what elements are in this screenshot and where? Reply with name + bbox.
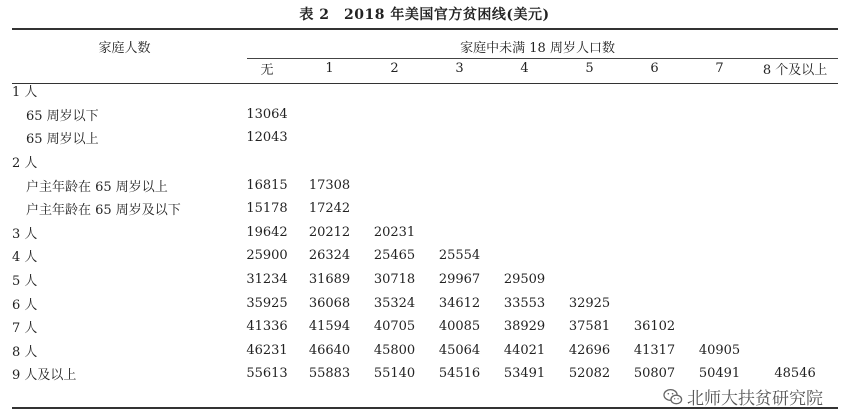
value-cell: 17242 (308, 201, 351, 217)
header-row-1 (12, 35, 838, 57)
family-size-header: 家庭人数 (98, 40, 151, 56)
table-row (12, 221, 838, 245)
value-cell (557, 221, 622, 245)
value-cell (557, 126, 622, 150)
value-cell (752, 126, 838, 150)
value-cell: 29509 (503, 272, 546, 288)
value-cell (557, 197, 622, 221)
value-cell: 42696 (568, 342, 611, 358)
value-cell: 31234 (246, 272, 288, 288)
value-cell (622, 221, 687, 245)
row-label: 6 人 (12, 297, 38, 313)
poverty-threshold-table (12, 35, 838, 386)
value-cell (427, 79, 492, 103)
value-cell (557, 79, 622, 103)
value-cell (492, 244, 557, 268)
row-label: 9 人及以上 (12, 368, 77, 384)
column-header: 7 (715, 60, 724, 76)
table-row (12, 103, 838, 127)
value-cell (622, 197, 687, 221)
value-cell (297, 79, 362, 103)
table-caption: 表 2 2018 年美国官方贫困线(美元) (299, 7, 550, 23)
value-cell: 36102 (633, 319, 676, 335)
table-row (12, 268, 838, 292)
value-cell (427, 221, 492, 245)
watermark (663, 384, 823, 409)
value-cell (687, 244, 752, 268)
value-cell: 32925 (568, 295, 611, 311)
value-cell (492, 79, 557, 103)
wechat-icon (663, 388, 683, 406)
value-cell: 54516 (438, 366, 481, 382)
value-cell: 50807 (633, 366, 676, 382)
value-cell: 40905 (698, 342, 741, 358)
value-cell (557, 268, 622, 292)
value-cell: 52082 (568, 366, 611, 382)
value-cell: 45064 (438, 342, 481, 358)
column-header: 1 (325, 60, 334, 76)
watermark-text: 北师大扶贫研究院 (687, 389, 823, 409)
value-cell (297, 103, 362, 127)
value-cell (687, 150, 752, 174)
value-cell: 41594 (308, 319, 351, 335)
value-cell (237, 150, 297, 174)
value-cell (557, 173, 622, 197)
value-cell: 41336 (246, 319, 288, 335)
column-header: 8 个及以上 (762, 62, 828, 78)
value-cell (362, 103, 427, 127)
value-cell: 16815 (246, 177, 288, 193)
value-cell (492, 173, 557, 197)
row-label: 65 周岁以下 (26, 108, 99, 124)
value-cell (622, 268, 687, 292)
column-header: 5 (585, 60, 594, 76)
table-row (12, 126, 838, 150)
value-cell: 29967 (438, 272, 481, 288)
value-cell (752, 244, 838, 268)
value-cell (752, 197, 838, 221)
value-cell: 25554 (438, 248, 481, 264)
value-cell (687, 126, 752, 150)
column-header: 6 (650, 60, 659, 76)
row-label: 65 周岁以上 (26, 132, 99, 148)
table-row (12, 362, 838, 386)
row-label: 2 人 (12, 156, 38, 172)
value-cell: 50491 (698, 366, 741, 382)
value-cell (237, 79, 297, 103)
value-cell: 17308 (308, 177, 351, 193)
value-cell (492, 150, 557, 174)
value-cell (297, 150, 362, 174)
value-cell: 53491 (503, 366, 546, 382)
value-cell: 12043 (246, 130, 288, 146)
value-cell (687, 197, 752, 221)
top-rule (12, 28, 838, 30)
value-cell (622, 103, 687, 127)
column-header: 4 (520, 60, 529, 76)
value-cell: 46640 (308, 342, 351, 358)
value-cell: 19642 (246, 224, 288, 240)
value-cell: 48546 (774, 366, 816, 382)
table-row (12, 150, 838, 174)
value-cell (427, 173, 492, 197)
value-cell (687, 291, 752, 315)
value-cell (752, 103, 838, 127)
value-cell (752, 173, 838, 197)
value-cell (687, 268, 752, 292)
column-header: 3 (455, 60, 464, 76)
value-cell: 55883 (308, 366, 351, 382)
value-cell (362, 150, 427, 174)
value-cell (362, 126, 427, 150)
value-cell: 55140 (373, 366, 416, 382)
children-count-header: 家庭中未满 18 周岁人口数 (460, 40, 615, 56)
value-cell: 30718 (373, 272, 416, 288)
value-cell (622, 79, 687, 103)
value-cell: 25465 (373, 248, 416, 264)
value-cell (622, 173, 687, 197)
value-cell (492, 103, 557, 127)
value-cell (427, 103, 492, 127)
value-cell: 13064 (246, 106, 288, 122)
value-cell (492, 197, 557, 221)
table-row (12, 291, 838, 315)
value-cell (362, 173, 427, 197)
row-label: 户主年龄在 65 周岁以上 (26, 179, 168, 195)
table-row (12, 173, 838, 197)
value-cell (752, 315, 838, 339)
value-cell: 44021 (503, 342, 546, 358)
value-cell (687, 79, 752, 103)
value-cell: 34612 (438, 295, 481, 311)
value-cell (427, 150, 492, 174)
row-label: 户主年龄在 65 周岁及以下 (26, 203, 181, 219)
value-cell (362, 79, 427, 103)
value-cell (687, 173, 752, 197)
value-cell (492, 221, 557, 245)
value-cell (557, 103, 622, 127)
value-cell: 38929 (503, 319, 546, 335)
row-label: 3 人 (12, 226, 38, 242)
value-cell: 55613 (246, 366, 288, 382)
value-cell (622, 244, 687, 268)
value-cell (362, 197, 427, 221)
table-row (12, 315, 838, 339)
column-header: 无 (260, 62, 274, 78)
value-cell: 46231 (246, 342, 288, 358)
value-cell (622, 126, 687, 150)
value-cell: 41317 (633, 342, 676, 358)
column-header: 2 (390, 60, 399, 76)
value-cell (427, 126, 492, 150)
value-cell: 40705 (373, 319, 416, 335)
value-cell: 36068 (308, 295, 351, 311)
value-cell (752, 339, 838, 363)
table-row (12, 79, 838, 103)
value-cell (622, 291, 687, 315)
value-cell: 25900 (246, 248, 288, 264)
row-label: 7 人 (12, 321, 38, 337)
row-label: 5 人 (12, 274, 38, 290)
value-cell (752, 268, 838, 292)
value-cell (752, 79, 838, 103)
value-cell (752, 150, 838, 174)
row-label: 4 人 (12, 250, 38, 266)
value-cell: 33553 (503, 295, 546, 311)
value-cell (492, 126, 557, 150)
value-cell: 35925 (246, 295, 288, 311)
table-row (12, 197, 838, 221)
value-cell: 20231 (373, 224, 416, 240)
value-cell: 31689 (308, 272, 351, 288)
value-cell: 15178 (246, 201, 288, 217)
value-cell (687, 315, 752, 339)
header-row-2 (12, 57, 838, 79)
value-cell (622, 150, 687, 174)
table-row (12, 339, 838, 363)
value-cell: 35324 (373, 295, 416, 311)
value-cell (687, 221, 752, 245)
value-cell (752, 221, 838, 245)
value-cell: 20212 (308, 224, 351, 240)
table-row (12, 244, 838, 268)
row-label: 1 人 (12, 85, 38, 101)
value-cell (297, 126, 362, 150)
value-cell (557, 244, 622, 268)
value-cell: 40085 (438, 319, 481, 335)
value-cell (557, 150, 622, 174)
header-blank-cell (12, 57, 237, 79)
value-cell: 45800 (373, 342, 416, 358)
value-cell (687, 103, 752, 127)
row-label: 8 人 (12, 344, 38, 360)
value-cell: 37581 (568, 319, 611, 335)
value-cell (427, 197, 492, 221)
value-cell: 26324 (308, 248, 351, 264)
value-cell (752, 291, 838, 315)
